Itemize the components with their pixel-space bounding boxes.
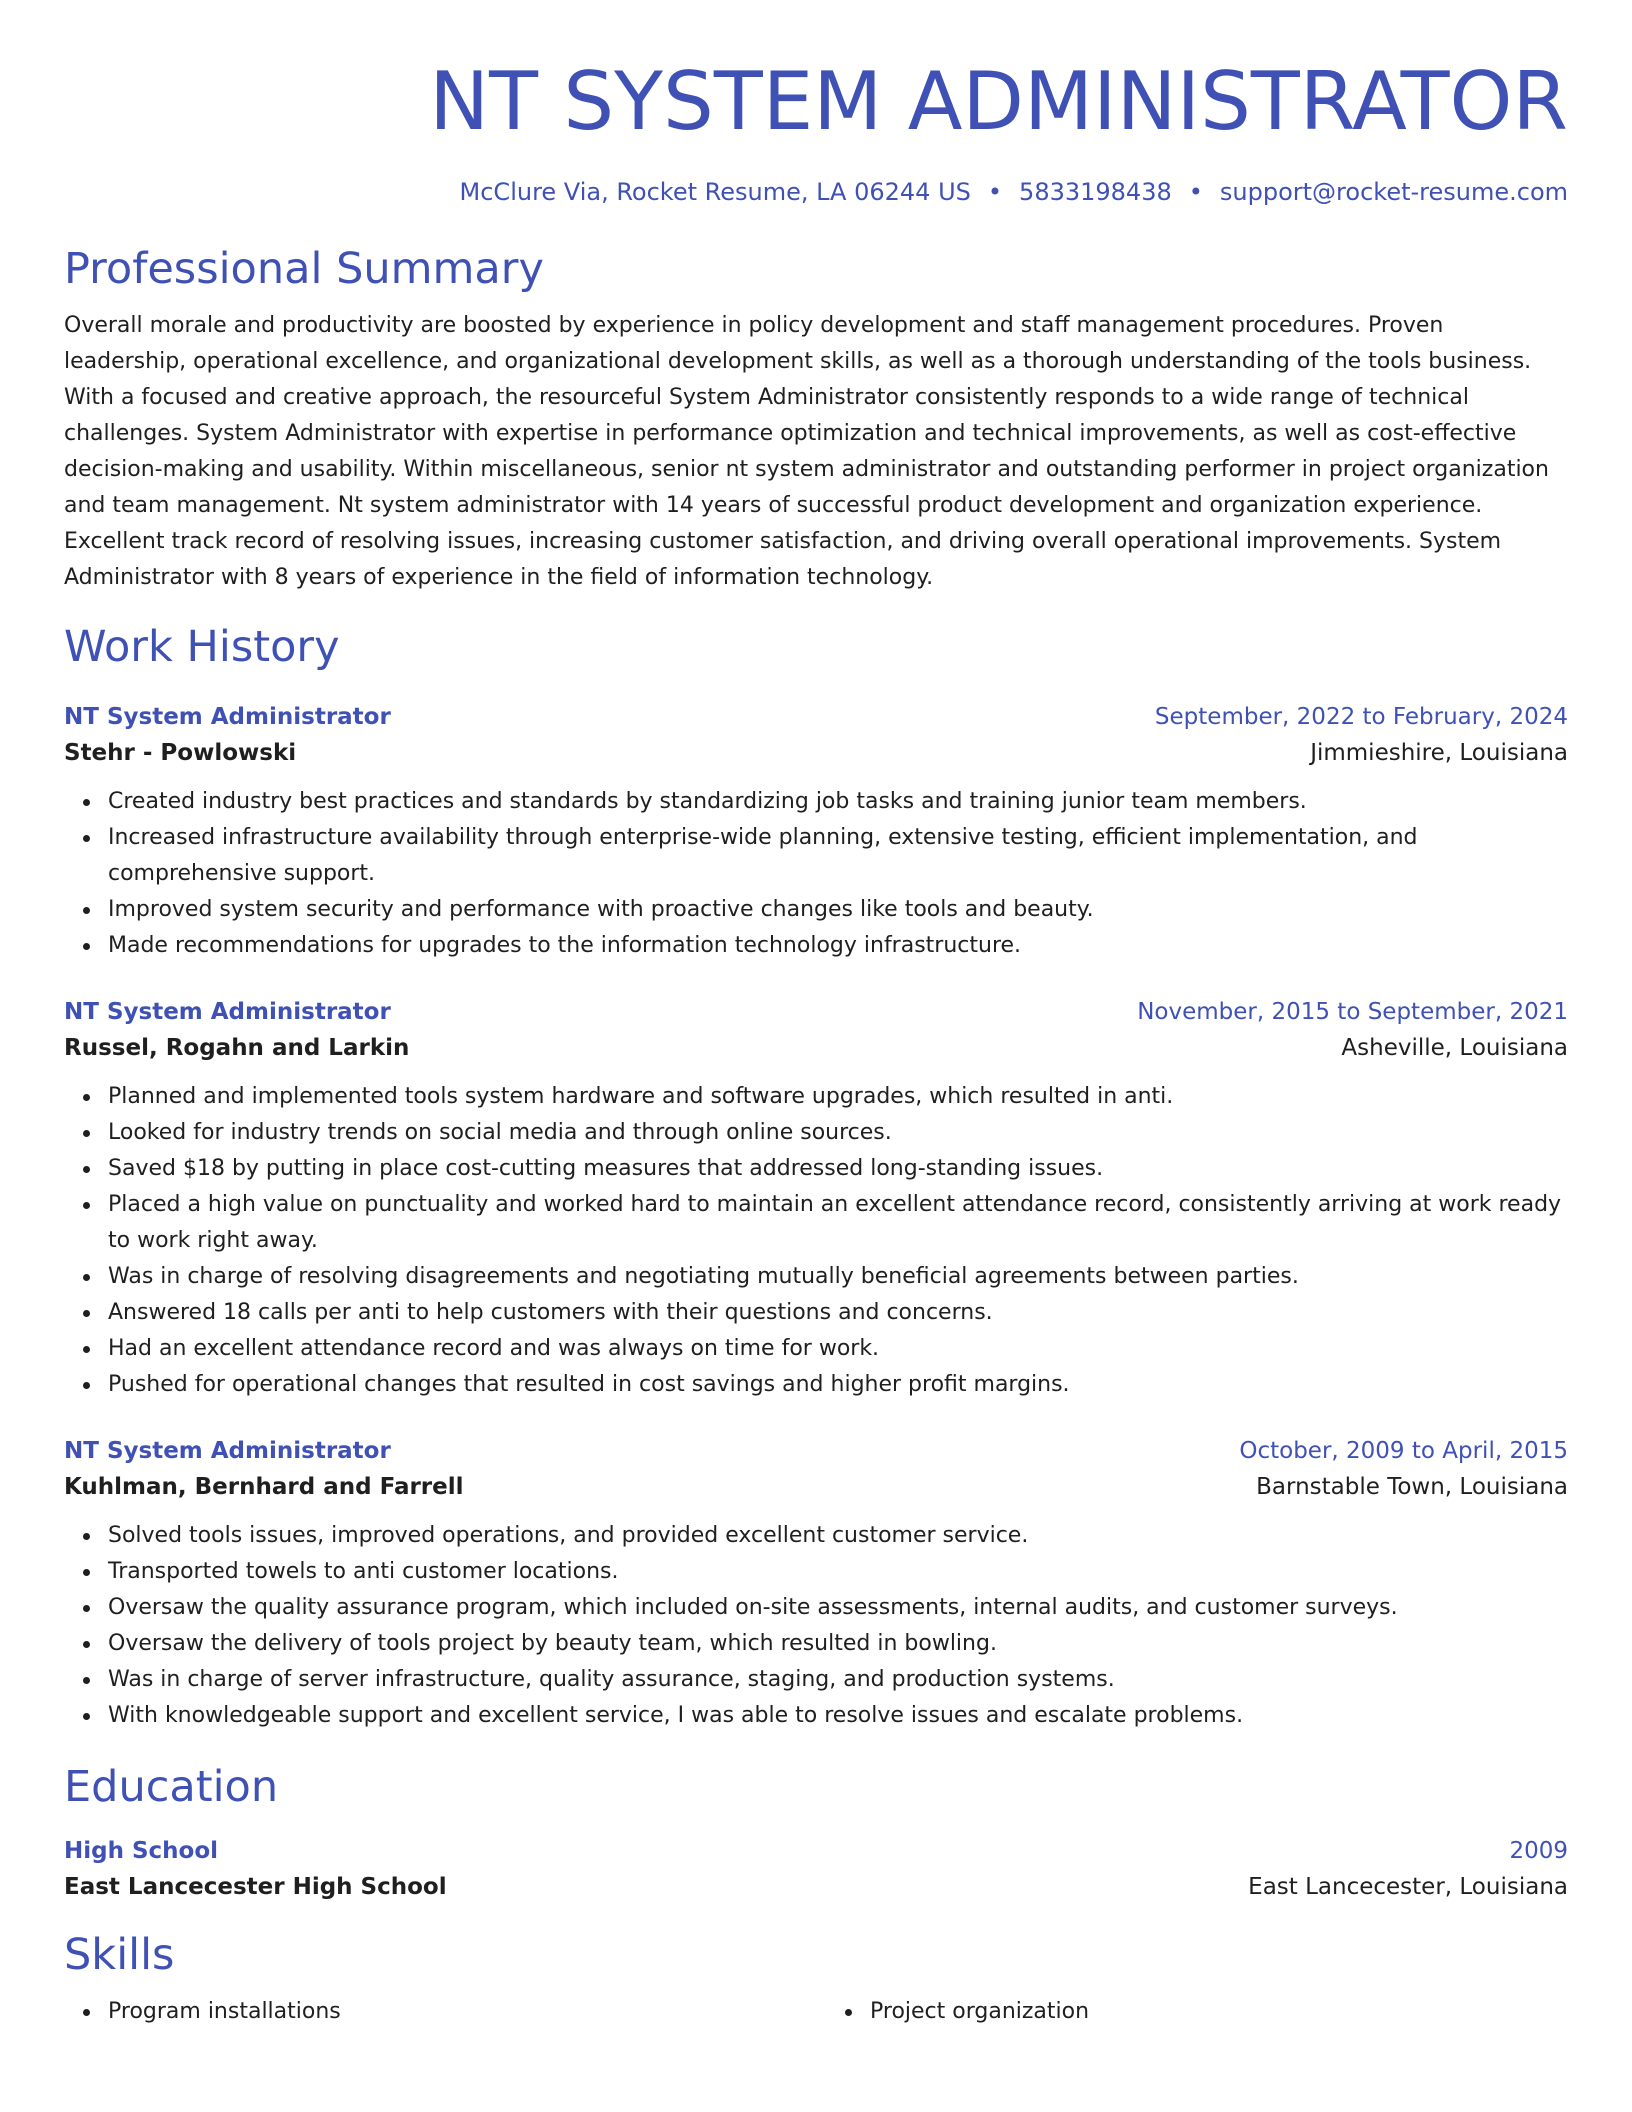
skills-grid [64, 1994, 1568, 2030]
job-header-row [64, 1434, 1568, 1468]
contact-separator: • [1188, 178, 1203, 206]
job-bullet: Transported towels to anti customer locations. [108, 1554, 1568, 1590]
job-company-row [64, 1029, 1568, 1067]
job-bullet: Planned and implemented tools system hardware and software upgrades, which resulted in anti. [108, 1079, 1568, 1115]
job-bullets [64, 784, 1568, 964]
job-dates: November, 2015 to September, 2021 [1137, 999, 1568, 1025]
job-bullet: Solved tools issues, improved operations, and provided excellent customer service. [108, 1518, 1568, 1554]
education-school: East Lancecester High School [64, 1874, 447, 1900]
job-bullet: Was in charge of resolving disagreements and negotiating mutually beneficial agreements between parties. [108, 1259, 1568, 1295]
job-title: NT System Administrator [64, 1438, 391, 1464]
education-year: 2009 [1509, 1838, 1568, 1864]
job-title: NT System Administrator [64, 704, 391, 730]
job-bullet: Placed a high value on punctuality and worked hard to maintain an excellent attendance record, consistently arriving at work ready to work right away. [108, 1187, 1568, 1259]
skills-list-left [64, 1994, 806, 2030]
contact-email: support@rocket-resume.com [1219, 178, 1568, 206]
job-bullet: Answered 18 calls per anti to help customers with their questions and concerns. [108, 1295, 1568, 1331]
job-company: Stehr - Powlowski [64, 740, 297, 766]
job-bullet: With knowledgeable support and excellent service, I was able to resolve issues and escalate problems. [108, 1698, 1568, 1734]
contact-address: McClure Via, Rocket Resume, LA 06244 US [459, 178, 971, 206]
skill-item: Program installations [108, 1994, 806, 2030]
job-entry [64, 1434, 1568, 1734]
section-title-summary: Professional Summary [64, 244, 544, 294]
job-bullet: Made recommendations for upgrades to the information technology infrastructure. [108, 928, 1568, 964]
job-bullet: Created industry best practices and standards by standardizing job tasks and training junior team members. [108, 784, 1568, 820]
job-location: Barnstable Town, Louisiana [1256, 1474, 1568, 1500]
resume-header [64, 52, 1568, 208]
education-entry [64, 1834, 1568, 1906]
job-dates: October, 2009 to April, 2015 [1239, 1438, 1568, 1464]
candidate-name: NT SYSTEM ADMINISTRATOR [429, 55, 1568, 148]
job-header-row [64, 995, 1568, 1029]
section-title-skills: Skills [64, 1930, 175, 1980]
job-company: Russel, Rogahn and Larkin [64, 1035, 410, 1061]
job-title: NT System Administrator [64, 999, 391, 1025]
contact-separator: • [987, 178, 1003, 206]
job-bullet: Oversaw the quality assurance program, which included on-site assessments, internal audits, and customer surveys. [108, 1590, 1568, 1626]
education-location: East Lancecester, Louisiana [1248, 1874, 1568, 1900]
education-header-row [64, 1834, 1568, 1868]
job-company-row [64, 734, 1568, 772]
job-bullet: Was in charge of server infrastructure, quality assurance, staging, and production systems. [108, 1662, 1568, 1698]
job-location: Jimmieshire, Louisiana [1310, 740, 1568, 766]
job-bullet: Looked for industry trends on social media and through online sources. [108, 1115, 1568, 1151]
job-bullet: Increased infrastructure availability through enterprise-wide planning, extensive testing, efficient implementation, and comprehensive support. [108, 820, 1568, 892]
job-bullet: Saved $18 by putting in place cost-cutting measures that addressed long-standing issues. [108, 1151, 1568, 1187]
education-degree: High School [64, 1838, 219, 1864]
education-school-row [64, 1868, 1568, 1906]
skills-list-right [826, 1994, 1568, 2030]
job-bullet: Oversaw the delivery of tools project by beauty team, which resulted in bowling. [108, 1626, 1568, 1662]
job-company-row [64, 1468, 1568, 1506]
summary-text: Overall morale and productivity are boosted by experience in policy development and staff management procedures. Proven leadership, operational excellence, and organizational development skills, as well as a thorough understanding of the tools business. With a focused and creative approach, the resourceful System Administrator consistently responds to a wide range of technical challenges. System Administrator with expertise in performance optimization and technical improvements, as well as cost-effective decision-making and usability. Within miscellaneous, senior nt system administrator and outstanding performer in project organization and team management. Nt system administrator with 14 years of successful product development and organization experience. Excellent track record of resolving issues, increasing customer satisfaction, and driving overall operational improvements. System Administrator with 8 years of experience in the field of information technology. [64, 313, 1549, 590]
job-company: Kuhlman, Bernhard and Farrell [64, 1474, 464, 1500]
section-title-work-history: Work History [64, 622, 340, 672]
job-dates: September, 2022 to February, 2024 [1154, 704, 1568, 730]
job-bullets [64, 1518, 1568, 1734]
contact-line [64, 176, 1568, 208]
job-bullets [64, 1079, 1568, 1403]
job-entry [64, 700, 1568, 964]
section-title-education: Education [64, 1762, 279, 1812]
job-bullet: Improved system security and performance with proactive changes like tools and beauty. [108, 892, 1568, 928]
job-bullet: Pushed for operational changes that resulted in cost savings and higher profit margins. [108, 1367, 1568, 1403]
job-location: Asheville, Louisiana [1341, 1035, 1568, 1061]
job-bullet: Had an excellent attendance record and was always on time for work. [108, 1331, 1568, 1367]
contact-phone: 5833198438 [1019, 178, 1172, 206]
skill-item: Project organization [870, 1994, 1568, 2030]
job-header-row [64, 700, 1568, 734]
job-entry [64, 995, 1568, 1403]
